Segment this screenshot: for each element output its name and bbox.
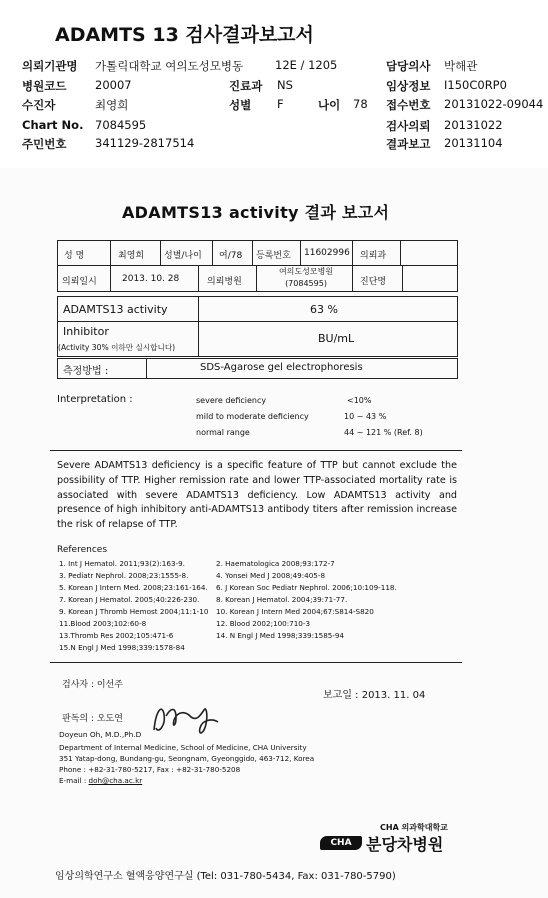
method-label: 측정방법 : (63, 366, 109, 377)
activity-value: 63 % (310, 303, 338, 316)
value-department: NS (277, 78, 293, 92)
value-requesting-institution: 가톨릭대학교 여의도성모병동 (95, 59, 244, 73)
label-receipt-number: 접수번호 (386, 98, 431, 112)
reference-item: 2. Haematologica 2008;93:172-7 (216, 559, 335, 568)
method-value: SDS-Agarose gel electrophoresis (200, 362, 363, 373)
activity-report-title: ADAMTS13 activity 결과 보고서 (122, 203, 390, 222)
reference-item: 10. Korean J Intern Med 2004;67:S814-S820 (216, 607, 374, 616)
cell-hospital-label: 의뢰병원 (207, 277, 242, 287)
logo-cha-mark: CHA (320, 836, 362, 850)
cell-reg-no-label: 등록번호 (256, 251, 291, 261)
footer-lab-contact: 임상의학연구소 혈액응양연구실 (Tel: 031-780-5434, Fax: 031-780-5790) (55, 871, 396, 882)
cell-reg-no-value: 11602996 (304, 248, 350, 258)
reference-item: 5. Korean J Intern Med. 2008;23:161-164. (59, 583, 208, 592)
label-patient: 수진자 (22, 98, 56, 112)
interp-severe-value: <10% (347, 396, 372, 405)
signer-phone: Phone : +82-31-780-5217, Fax : +82-31-780-5208 (59, 765, 241, 774)
cell-sex-age-label: 성별/나이 (164, 251, 202, 261)
reference-item: 4. Yonsei Med J 2008;49:405-8 (216, 571, 326, 580)
cell-sex-age-value: 여/78 (219, 251, 243, 261)
reference-item: 15.N Engl J Med 1998;339:1578-84 (59, 643, 185, 652)
reference-item: 11.Blood 2003;102:60-8 (59, 619, 147, 628)
inhibitor-note: (Activity 30% 이하만 실시합니다) (58, 343, 176, 352)
label-resident-number: 주민번호 (22, 137, 67, 151)
interpretation-paragraph: Severe ADAMTS13 deficiency is a specific feature of TTP but cannot exclude the possibility of TTP. Higher remission rate and lower TTP-associated mortality rate is associated with severe ADAMTS13 deficiency. Low ADAMTS13 activity and presence of high inhibitory anti-ADAMTS13 antibody titers after remission increase the risk of relapse of TTP. (57, 460, 457, 531)
value-test-request: 20131022 (444, 118, 503, 132)
label-department: 진료과 (229, 79, 263, 93)
cell-diagnosis-label: 진단명 (360, 277, 387, 287)
value-clinical-info: I150C0RP0 (444, 78, 507, 92)
label-clinical-info: 임상정보 (386, 79, 431, 93)
label-test-request: 검사의뢰 (386, 119, 431, 133)
reference-item: 14. N Engl J Med 1998;339:1585-94 (216, 631, 345, 640)
value-ward-room: 12E / 1205 (275, 58, 338, 72)
value-patient: 최영희 (95, 98, 129, 112)
value-receipt-number: 20131022-09044 (444, 97, 544, 111)
activity-label: ADAMTS13 activity (63, 303, 168, 316)
signer-email-line (59, 776, 142, 785)
interp-mild-name: mild to moderate deficiency (196, 412, 309, 421)
label-result-report: 결과보고 (386, 137, 431, 151)
inhibitor-unit: BU/mL (318, 332, 355, 345)
report-header-title: ADAMTS 13 검사결과보고서 (55, 24, 314, 46)
logo-university-text: CHA 의과학대학교 (380, 823, 448, 832)
value-chart-no: 7084595 (95, 118, 147, 132)
handwritten-signature (146, 700, 236, 740)
reference-item: 8. Korean J Hematol. 2004;39:71-77. (216, 595, 348, 604)
inhibitor-label: Inhibitor (63, 325, 109, 338)
cell-name-label: 성 명 (64, 251, 85, 261)
cell-request-date-label: 의뢰일시 (62, 277, 97, 287)
report-date: 보고일 : 2013. 11. 04 (323, 690, 426, 701)
reference-item: 1. Int J Hematol. 2011;93(2):163-9. (59, 559, 185, 568)
examiner: 검사자 : 이선주 (62, 680, 123, 690)
interp-normal-name: normal range (196, 428, 250, 437)
reference-item: 6. J Korean Soc Pediatr Nephrol. 2006;10:109-118. (216, 583, 397, 592)
value-resident-number: 341129-2817514 (95, 136, 195, 150)
signer-address: 351 Yatap-dong, Bundang-gu, Seongnam, Gyeonggido, 463-712, Korea (59, 754, 315, 763)
label-age: 나이 (318, 98, 341, 112)
signer-email-label: E-mail : (59, 776, 89, 785)
cell-hospital-value: 여의도성모병원 (7084595) (278, 267, 334, 288)
reference-item: 7. Korean J Hematol. 2005;40:226-230. (59, 595, 200, 604)
label-requesting-institution: 의뢰기관명 (22, 59, 78, 73)
reference-item: 12. Blood 2002;100:710-3 (216, 619, 311, 628)
reading-doctor: 판독의 : 오도연 (62, 714, 123, 724)
value-age: 78 (353, 97, 368, 111)
signer-email-link[interactable]: doh@cha.ac.kr (88, 776, 143, 785)
cell-name-value: 최영희 (118, 251, 145, 261)
logo-hospital-name: 분당차병원 (366, 835, 444, 854)
label-hospital-code: 병원코드 (22, 79, 67, 93)
value-attending-doctor: 박해관 (444, 59, 478, 73)
reference-item: 13.Thromb Res 2002;105:471-6 (59, 631, 174, 640)
reference-item: 9. Korean J Thromb Hemost 2004;11:1-10 (59, 607, 209, 616)
signer-department: Department of Internal Medicine, School of Medicine, CHA University (59, 743, 307, 752)
interpretation-label: Interpretation : (57, 394, 133, 405)
interp-normal-value: 44 ~ 121 % (Ref. 8) (344, 428, 423, 437)
value-sex: F (277, 97, 284, 111)
label-sex: 성별 (229, 98, 252, 112)
cell-request-date-value: 2013. 10. 28 (122, 274, 180, 284)
cell-dept-label: 의뢰과 (360, 251, 387, 261)
value-result-report: 20131104 (444, 136, 503, 150)
interp-severe-name: severe deficiency (196, 396, 267, 405)
signer-name: Doyeun Oh, M.D.,Ph.D (59, 730, 142, 739)
label-chart-no: Chart No. (22, 118, 84, 132)
reference-item: 3. Pediatr Nephrol. 2008;23:1555-8. (59, 571, 189, 580)
label-attending-doctor: 담당의사 (386, 59, 431, 73)
value-hospital-code: 20007 (95, 78, 132, 92)
references-title: References (57, 545, 108, 555)
interp-mild-value: 10 ~ 43 % (344, 412, 387, 421)
